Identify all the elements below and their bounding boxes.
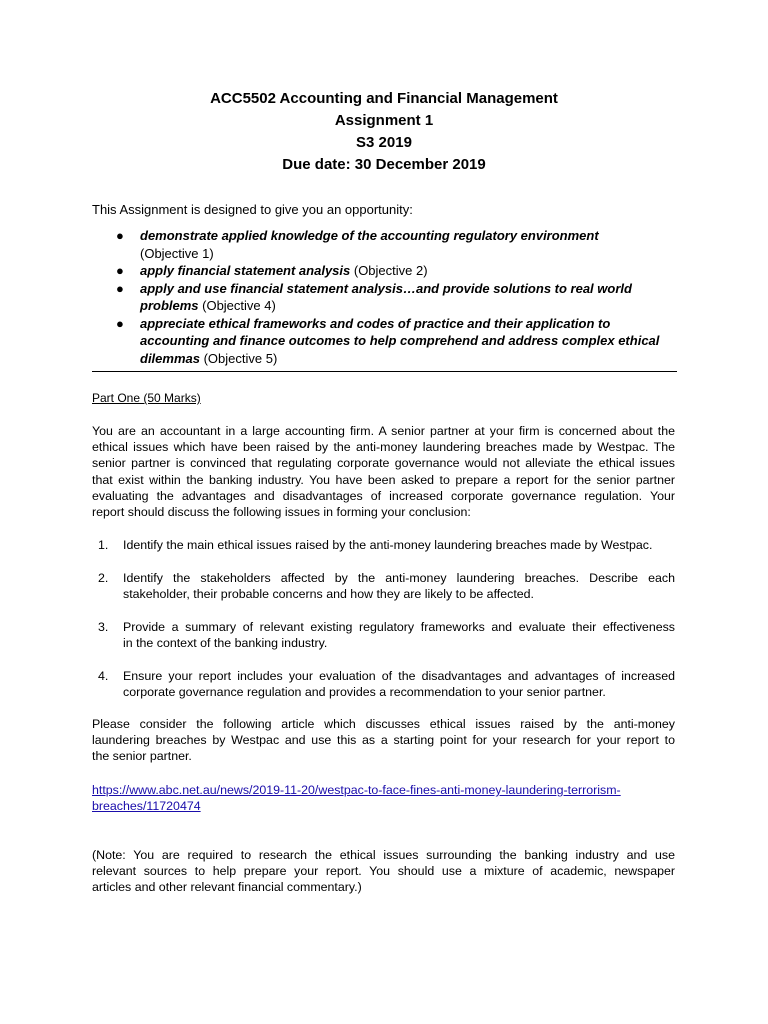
item-line: corporate governance regulation and provides a recommendation to your senior partner. [123, 685, 606, 700]
item-number: 3. [98, 620, 109, 634]
paragraph-line: report should discuss the following issues in forming your conclusion: [92, 505, 471, 520]
item-line: Ensure your report includes your evaluation of the disadvantages and advantages of increased [123, 669, 675, 683]
requirement-item [92, 537, 675, 553]
article-link[interactable] [92, 782, 621, 814]
item-number: 4. [98, 669, 109, 683]
paragraph-line: laundering breaches by Westpac and use this as a starting point for your research for your report to [92, 733, 675, 748]
part-one-heading: Part One (50 Marks) [92, 391, 201, 405]
item-line: Identify the stakeholders affected by the anti-money laundering breaches. Describe each [123, 571, 675, 585]
requirement-item [92, 619, 675, 651]
item-line: Identify the main ethical issues raised by the anti-money laundering breaches made by Westpac. [123, 538, 653, 552]
item-line: in the context of the banking industry. [123, 636, 328, 651]
objective-ref: (Objective 4) [198, 298, 276, 313]
objective-text: demonstrate applied knowledge of the accounting regulatory environment [140, 228, 599, 243]
bullet-icon: ● [116, 228, 124, 243]
part-one-paragraph [92, 423, 675, 520]
objective-text: accounting and finance outcomes to help comprehend and address complex ethical [140, 333, 660, 348]
objective-item [116, 315, 686, 368]
objective-item [116, 227, 686, 262]
bullet-icon: ● [116, 280, 124, 296]
objective-text: apply and use financial statement analysis…and provide solutions to real world [140, 280, 632, 296]
assignment-title: Assignment 1 [334, 112, 434, 129]
course-title: ACC5502 Accounting and Financial Management [210, 90, 558, 107]
link-line[interactable]: breaches/11720474 [92, 799, 201, 814]
item-number: 2. [98, 571, 109, 585]
due-date: Due date: 30 December 2019 [282, 156, 486, 173]
objective-text: appreciate ethical frameworks and codes of practice and their application to [140, 315, 611, 331]
section-divider [92, 371, 677, 372]
paragraph-line: You are an accountant in a large accounting firm. A senior partner at your firm is concerned about the [92, 424, 675, 438]
article-paragraph [92, 716, 675, 765]
item-line: stakeholder, their probable concerns and how they are likely to be affected. [123, 587, 534, 602]
requirement-item [92, 668, 675, 700]
item-number: 1. [98, 538, 109, 552]
paragraph-line: ethical issues which have been raised by the anti-money laundering breaches made by Westpac. The [92, 440, 675, 455]
paragraph-line: Please consider the following article which discusses ethical issues raised by the anti-money [92, 717, 675, 731]
paragraph-line: senior partner is convinced that regulating corporate governance would not alleviate the ethical issues [92, 456, 675, 471]
requirement-item [92, 570, 675, 602]
objective-text: apply financial statement analysis [140, 263, 351, 278]
objective-ref: (Objective 2) [350, 263, 428, 278]
intro-text: This Assignment is designed to give you an opportunity: [92, 202, 413, 217]
paragraph-line: that exist within the banking industry. You have been asked to prepare a report for the senior partner [92, 472, 675, 487]
note-paragraph [92, 847, 675, 896]
term-label: S3 2019 [356, 134, 412, 151]
paragraph-line: the senior partner. [92, 749, 192, 764]
objective-ref: (Objective 1) [140, 245, 214, 261]
objective-item [116, 280, 686, 315]
paragraph-line: relevant sources to help prepare your report. You should use a mixture of academic, newspaper [92, 864, 675, 879]
item-line: Provide a summary of relevant existing regulatory frameworks and evaluate their effectiveness [123, 620, 675, 634]
paragraph-line: evaluating the advantages and disadvantages of increased corporate governance regulation. Your [92, 488, 675, 503]
objective-text: dilemmas [140, 350, 200, 366]
objective-ref: (Objective 5) [199, 350, 278, 366]
objective-item [116, 262, 686, 280]
link-line[interactable]: https://www.abc.net.au/news/2019-11-20/westpac-to-face-fines-anti-money-laundering-terrorism- [92, 783, 621, 797]
paragraph-line: (Note: You are required to research the ethical issues surrounding the banking industry and use [92, 848, 675, 862]
title-block [92, 88, 676, 176]
paragraph-line: articles and other relevant financial commentary.) [92, 880, 362, 895]
bullet-icon: ● [116, 263, 124, 278]
bullet-icon: ● [116, 315, 124, 331]
objectives-list [116, 227, 686, 367]
objective-text: problems [140, 298, 199, 313]
